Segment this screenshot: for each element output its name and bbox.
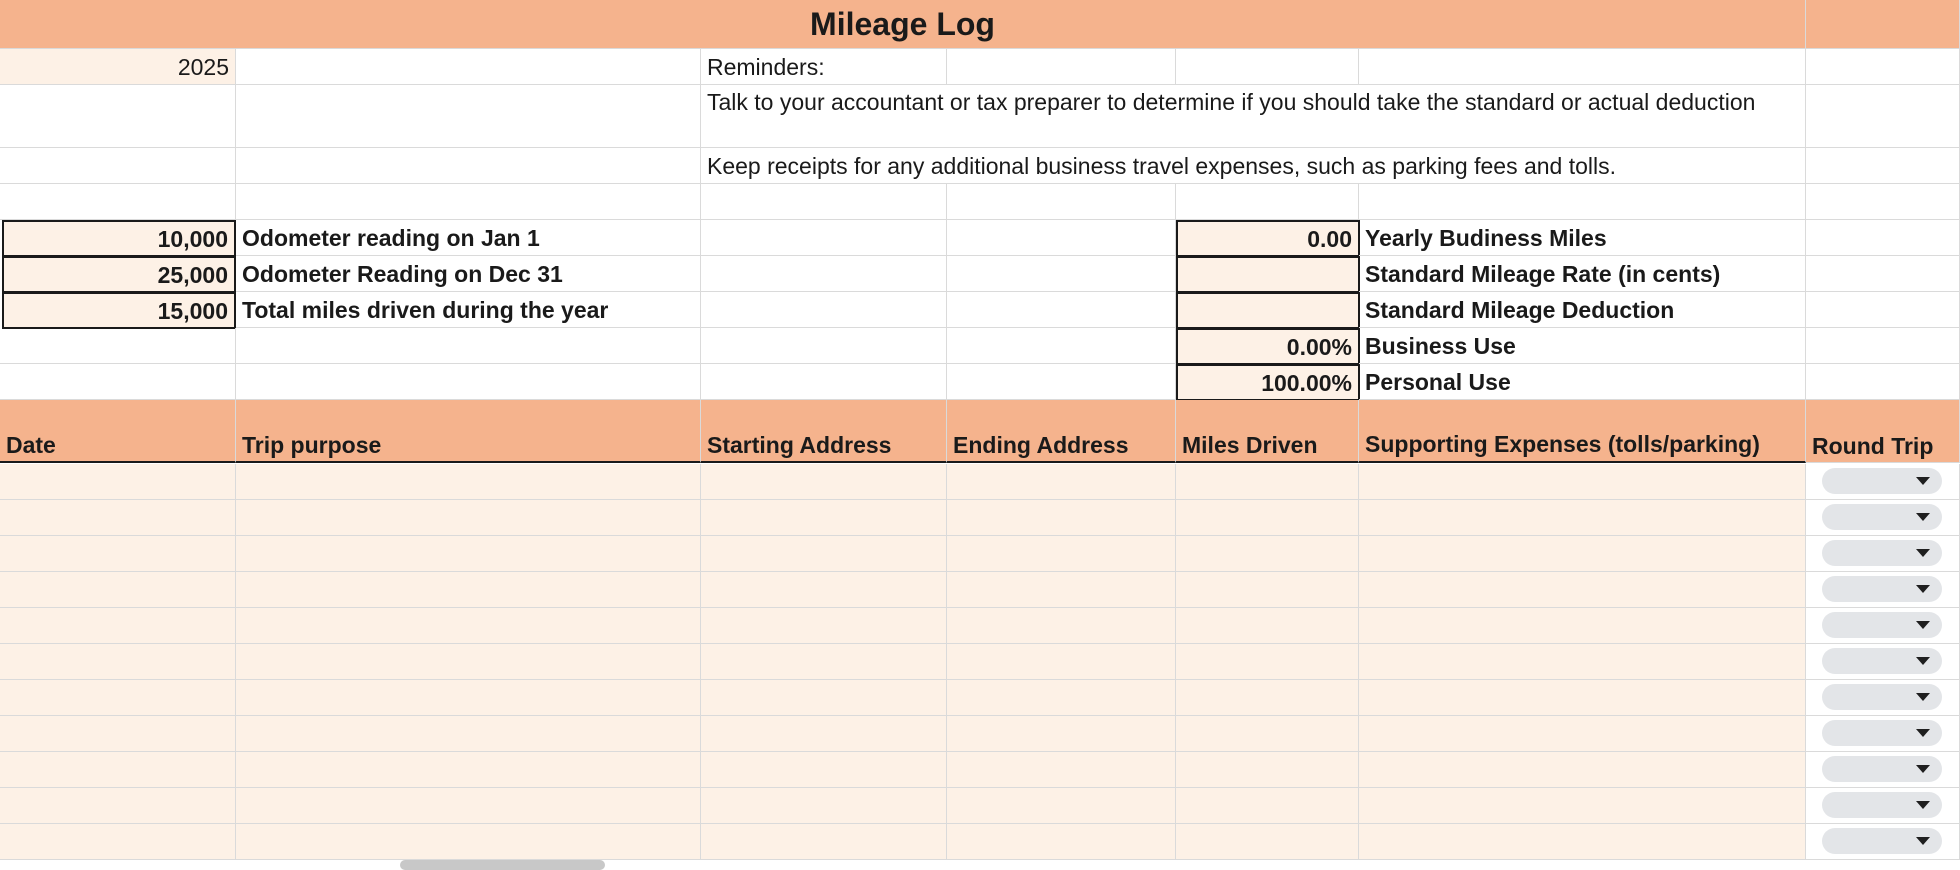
- miles-driven-cell[interactable]: [1176, 752, 1359, 788]
- trip-purpose-cell[interactable]: [236, 752, 701, 788]
- chevron-down-icon: [1916, 477, 1930, 485]
- trip-purpose-cell[interactable]: [236, 536, 701, 572]
- date-cell[interactable]: [0, 824, 236, 860]
- chevron-down-icon: [1916, 801, 1930, 809]
- round-trip-dropdown[interactable]: [1822, 720, 1942, 746]
- date-cell[interactable]: [0, 788, 236, 824]
- empty-cell[interactable]: [701, 256, 947, 292]
- standard-mileage-rate-value[interactable]: [1176, 256, 1360, 293]
- empty-cell[interactable]: [1806, 328, 1960, 364]
- round-trip-cell[interactable]: [1806, 572, 1960, 608]
- trip-purpose-cell[interactable]: [236, 716, 701, 752]
- round-trip-cell[interactable]: [1806, 788, 1960, 824]
- empty-cell[interactable]: [1806, 220, 1960, 256]
- date-cell[interactable]: [0, 536, 236, 572]
- title-row-end-cell[interactable]: [1806, 0, 1960, 49]
- supporting-expenses-cell[interactable]: [1359, 500, 1806, 536]
- starting-address-cell[interactable]: [701, 572, 947, 608]
- total-miles-label: Total miles driven during the year: [236, 292, 701, 328]
- ending-address-cell[interactable]: [947, 572, 1176, 608]
- business-use-value[interactable]: 0.00%: [1176, 328, 1360, 365]
- round-trip-dropdown[interactable]: [1822, 468, 1942, 494]
- chevron-down-icon: [1916, 837, 1930, 845]
- column-header-date[interactable]: Date: [0, 400, 236, 463]
- round-trip-cell[interactable]: [1806, 536, 1960, 572]
- column-header-ending-address[interactable]: Ending Address: [947, 400, 1176, 463]
- round-trip-dropdown[interactable]: [1822, 540, 1942, 566]
- supporting-expenses-cell[interactable]: [1359, 716, 1806, 752]
- trip-purpose-cell[interactable]: [236, 788, 701, 824]
- reminder-item: Keep receipts for any additional business travel expenses, such as parking fees and tolls.: [701, 148, 1806, 184]
- empty-cell[interactable]: [236, 364, 701, 400]
- empty-cell[interactable]: [701, 184, 947, 220]
- chevron-down-icon: [1916, 621, 1930, 629]
- miles-driven-cell[interactable]: [1176, 788, 1359, 824]
- supporting-expenses-cell[interactable]: [1359, 752, 1806, 788]
- empty-cell[interactable]: [0, 85, 236, 148]
- empty-cell[interactable]: [0, 364, 236, 400]
- starting-address-cell[interactable]: [701, 644, 947, 680]
- round-trip-cell[interactable]: [1806, 824, 1960, 860]
- starting-address-cell[interactable]: [701, 788, 947, 824]
- trip-purpose-cell[interactable]: [236, 572, 701, 608]
- ending-address-cell[interactable]: [947, 536, 1176, 572]
- yearly-business-miles-label: Yearly Budiness Miles: [1359, 220, 1806, 256]
- starting-address-cell[interactable]: [701, 464, 947, 500]
- round-trip-cell[interactable]: [1806, 752, 1960, 788]
- chevron-down-icon: [1916, 585, 1930, 593]
- column-header-miles-driven[interactable]: Miles Driven: [1176, 400, 1359, 463]
- chevron-down-icon: [1916, 513, 1930, 521]
- chevron-down-icon: [1916, 693, 1930, 701]
- chevron-down-icon: [1916, 729, 1930, 737]
- starting-address-cell[interactable]: [701, 608, 947, 644]
- personal-use-value[interactable]: 100.00%: [1176, 364, 1360, 401]
- round-trip-cell[interactable]: [1806, 644, 1960, 680]
- odometer-start-label: Odometer reading on Jan 1: [236, 220, 701, 256]
- starting-address-cell[interactable]: [701, 536, 947, 572]
- miles-driven-cell[interactable]: [1176, 680, 1359, 716]
- column-header-trip-purpose[interactable]: Trip purpose: [236, 400, 701, 463]
- odometer-start-value[interactable]: 10,000: [2, 220, 236, 257]
- round-trip-dropdown[interactable]: [1822, 504, 1942, 530]
- date-cell[interactable]: [0, 680, 236, 716]
- starting-address-cell[interactable]: [701, 716, 947, 752]
- chevron-down-icon: [1916, 765, 1930, 773]
- business-use-label: Business Use: [1359, 328, 1806, 364]
- round-trip-cell[interactable]: [1806, 716, 1960, 752]
- ending-address-cell[interactable]: [947, 716, 1176, 752]
- ending-address-cell[interactable]: [947, 644, 1176, 680]
- miles-driven-cell[interactable]: [1176, 536, 1359, 572]
- round-trip-dropdown[interactable]: [1822, 756, 1942, 782]
- empty-cell[interactable]: [701, 328, 947, 364]
- empty-cell[interactable]: [236, 49, 701, 85]
- empty-cell[interactable]: [947, 256, 1176, 292]
- empty-cell[interactable]: [0, 328, 236, 364]
- miles-driven-cell[interactable]: [1176, 464, 1359, 500]
- trip-purpose-cell[interactable]: [236, 680, 701, 716]
- odometer-end-value[interactable]: 25,000: [2, 256, 236, 293]
- ending-address-cell[interactable]: [947, 752, 1176, 788]
- yearly-business-miles-value[interactable]: 0.00: [1176, 220, 1360, 257]
- empty-cell[interactable]: [947, 220, 1176, 256]
- supporting-expenses-cell[interactable]: [1359, 572, 1806, 608]
- starting-address-cell[interactable]: [701, 752, 947, 788]
- trip-purpose-cell[interactable]: [236, 464, 701, 500]
- empty-cell[interactable]: [947, 328, 1176, 364]
- date-cell[interactable]: [0, 716, 236, 752]
- miles-driven-cell[interactable]: [1176, 716, 1359, 752]
- date-cell[interactable]: [0, 464, 236, 500]
- standard-mileage-deduction-label: Standard Mileage Deduction: [1359, 292, 1806, 328]
- empty-cell[interactable]: [0, 148, 236, 184]
- ending-address-cell[interactable]: [947, 500, 1176, 536]
- supporting-expenses-cell[interactable]: [1359, 644, 1806, 680]
- trip-purpose-cell[interactable]: [236, 500, 701, 536]
- miles-driven-cell[interactable]: [1176, 608, 1359, 644]
- standard-mileage-deduction-value[interactable]: [1176, 292, 1360, 329]
- supporting-expenses-cell[interactable]: [1359, 824, 1806, 860]
- date-cell[interactable]: [0, 500, 236, 536]
- ending-address-cell[interactable]: [947, 788, 1176, 824]
- chevron-down-icon: [1916, 549, 1930, 557]
- date-cell[interactable]: [0, 608, 236, 644]
- empty-cell[interactable]: [1359, 49, 1806, 85]
- date-cell[interactable]: [0, 572, 236, 608]
- miles-driven-cell[interactable]: [1176, 824, 1359, 860]
- horizontal-scrollbar[interactable]: [400, 860, 605, 870]
- odometer-end-label: Odometer Reading on Dec 31: [236, 256, 701, 292]
- empty-cell[interactable]: [947, 364, 1176, 400]
- empty-cell[interactable]: [1359, 184, 1806, 220]
- empty-cell[interactable]: [0, 184, 236, 220]
- starting-address-cell[interactable]: [701, 500, 947, 536]
- empty-cell[interactable]: [701, 220, 947, 256]
- supporting-expenses-cell[interactable]: [1359, 536, 1806, 572]
- empty-cell[interactable]: [236, 328, 701, 364]
- empty-cell[interactable]: [1806, 292, 1960, 328]
- empty-cell[interactable]: [947, 49, 1176, 85]
- supporting-expenses-cell[interactable]: [1359, 680, 1806, 716]
- empty-cell[interactable]: [1806, 364, 1960, 400]
- round-trip-dropdown[interactable]: [1822, 612, 1942, 638]
- supporting-expenses-cell[interactable]: [1359, 464, 1806, 500]
- round-trip-dropdown[interactable]: [1822, 828, 1942, 854]
- total-miles-value[interactable]: 15,000: [2, 292, 236, 329]
- ending-address-cell[interactable]: [947, 608, 1176, 644]
- round-trip-dropdown[interactable]: [1822, 576, 1942, 602]
- miles-driven-cell[interactable]: [1176, 572, 1359, 608]
- empty-cell[interactable]: [1806, 49, 1960, 85]
- empty-cell[interactable]: [1176, 49, 1359, 85]
- round-trip-cell[interactable]: [1806, 500, 1960, 536]
- trip-purpose-cell[interactable]: [236, 824, 701, 860]
- chevron-down-icon: [1916, 657, 1930, 665]
- sheet-title: Mileage Log: [0, 0, 1806, 49]
- ending-address-cell[interactable]: [947, 464, 1176, 500]
- reminder-item: Talk to your accountant or tax preparer to determine if you should take the standard or actual deduction: [701, 85, 1806, 148]
- round-trip-cell[interactable]: [1806, 608, 1960, 644]
- empty-cell[interactable]: [947, 292, 1176, 328]
- date-cell[interactable]: [0, 752, 236, 788]
- column-header-round-trip[interactable]: Round Trip: [1806, 400, 1960, 463]
- starting-address-cell[interactable]: [701, 824, 947, 860]
- date-cell[interactable]: [0, 644, 236, 680]
- trip-purpose-cell[interactable]: [236, 644, 701, 680]
- ending-address-cell[interactable]: [947, 824, 1176, 860]
- empty-cell[interactable]: [1806, 148, 1960, 184]
- miles-driven-cell[interactable]: [1176, 644, 1359, 680]
- empty-cell[interactable]: [1176, 184, 1359, 220]
- year-cell[interactable]: 2025: [0, 49, 236, 85]
- standard-mileage-rate-label: Standard Mileage Rate (in cents): [1359, 256, 1806, 292]
- ending-address-cell[interactable]: [947, 680, 1176, 716]
- empty-cell[interactable]: [236, 184, 701, 220]
- empty-cell[interactable]: [236, 148, 701, 184]
- empty-cell[interactable]: [1806, 256, 1960, 292]
- supporting-expenses-cell[interactable]: [1359, 608, 1806, 644]
- trip-purpose-cell[interactable]: [236, 608, 701, 644]
- empty-cell[interactable]: [701, 364, 947, 400]
- round-trip-cell[interactable]: [1806, 464, 1960, 500]
- round-trip-cell[interactable]: [1806, 680, 1960, 716]
- reminders-label: Reminders:: [701, 49, 947, 85]
- empty-cell[interactable]: [701, 292, 947, 328]
- empty-cell[interactable]: [947, 184, 1176, 220]
- round-trip-dropdown[interactable]: [1822, 792, 1942, 818]
- miles-driven-cell[interactable]: [1176, 500, 1359, 536]
- round-trip-dropdown[interactable]: [1822, 648, 1942, 674]
- starting-address-cell[interactable]: [701, 680, 947, 716]
- empty-cell[interactable]: [1806, 85, 1960, 148]
- column-header-starting-address[interactable]: Starting Address: [701, 400, 947, 463]
- empty-cell[interactable]: [236, 85, 701, 148]
- personal-use-label: Personal Use: [1359, 364, 1806, 400]
- round-trip-dropdown[interactable]: [1822, 684, 1942, 710]
- supporting-expenses-cell[interactable]: [1359, 788, 1806, 824]
- empty-cell[interactable]: [1806, 184, 1960, 220]
- column-header-supporting-expenses[interactable]: Supporting Expenses (tolls/parking): [1359, 400, 1806, 463]
